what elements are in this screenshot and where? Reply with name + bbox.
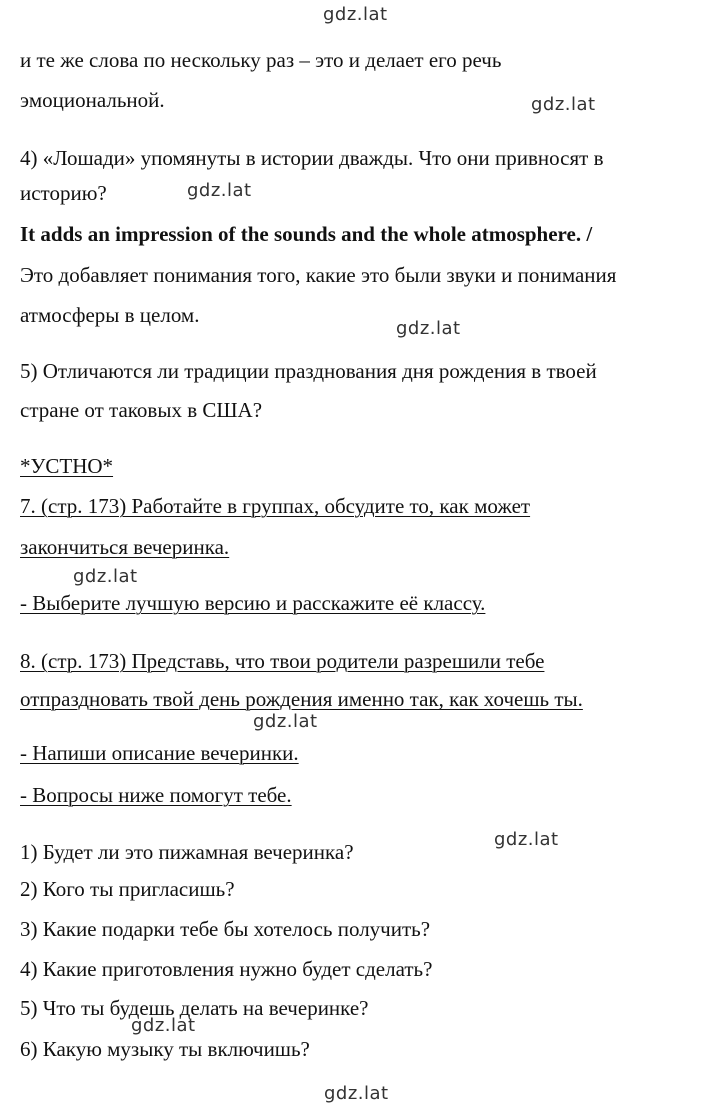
- watermark: gdz.lat: [531, 94, 596, 115]
- list-item: 3) Какие подарки тебе бы хотелось получить?: [20, 917, 431, 941]
- question-line: 5) Отличаются ли традиции празднования дня рождения в твоей: [20, 359, 597, 383]
- watermark: gdz.lat: [494, 829, 559, 850]
- watermark: gdz.lat: [396, 318, 461, 339]
- answer-line-english: It adds an impression of the sounds and the whole atmosphere. /: [20, 222, 593, 246]
- answer-line-translation: атмосферы в целом.: [20, 303, 200, 327]
- list-item: 4) Какие приготовления нужно будет сделать?: [20, 957, 433, 981]
- watermark: gdz.lat: [73, 566, 138, 587]
- question-line: историю?: [20, 181, 107, 205]
- answer-line-translation: Это добавляет понимания того, какие это были звуки и понимания: [20, 263, 617, 287]
- task-heading: 7. (стр. 173) Работайте в группах, обсудите то, как может: [20, 494, 531, 518]
- text-line: эмоциональной.: [20, 88, 165, 112]
- list-item: 6) Какую музыку ты включишь?: [20, 1037, 310, 1061]
- list-item: 1) Будет ли это пижамная вечеринка?: [20, 840, 354, 864]
- watermark: gdz.lat: [131, 1015, 196, 1036]
- watermark: gdz.lat: [187, 180, 252, 201]
- task-heading: закончиться вечеринка.: [20, 535, 230, 559]
- question-line: 4) «Лошади» упомянуты в истории дважды. Что они привносят в: [20, 146, 604, 170]
- oral-marker: *УСТНО*: [20, 454, 114, 478]
- watermark: gdz.lat: [324, 1083, 389, 1104]
- list-item: 2) Кого ты пригласишь?: [20, 877, 235, 901]
- task-instruction: - Выберите лучшую версию и расскажите её классу.: [20, 591, 486, 615]
- list-item: 5) Что ты будешь делать на вечеринке?: [20, 996, 369, 1020]
- watermark: gdz.lat: [253, 711, 318, 732]
- text-line: и те же слова по нескольку раз – это и делает его речь: [20, 48, 502, 72]
- question-line: стране от таковых в США?: [20, 398, 263, 422]
- watermark: gdz.lat: [323, 4, 388, 25]
- task-instruction: - Вопросы ниже помогут тебе.: [20, 783, 292, 807]
- task-heading: 8. (стр. 173) Представь, что твои родители разрешили тебе: [20, 649, 545, 673]
- task-heading: отпраздновать твой день рождения именно так, как хочешь ты.: [20, 687, 583, 711]
- task-instruction: - Напиши описание вечеринки.: [20, 741, 299, 765]
